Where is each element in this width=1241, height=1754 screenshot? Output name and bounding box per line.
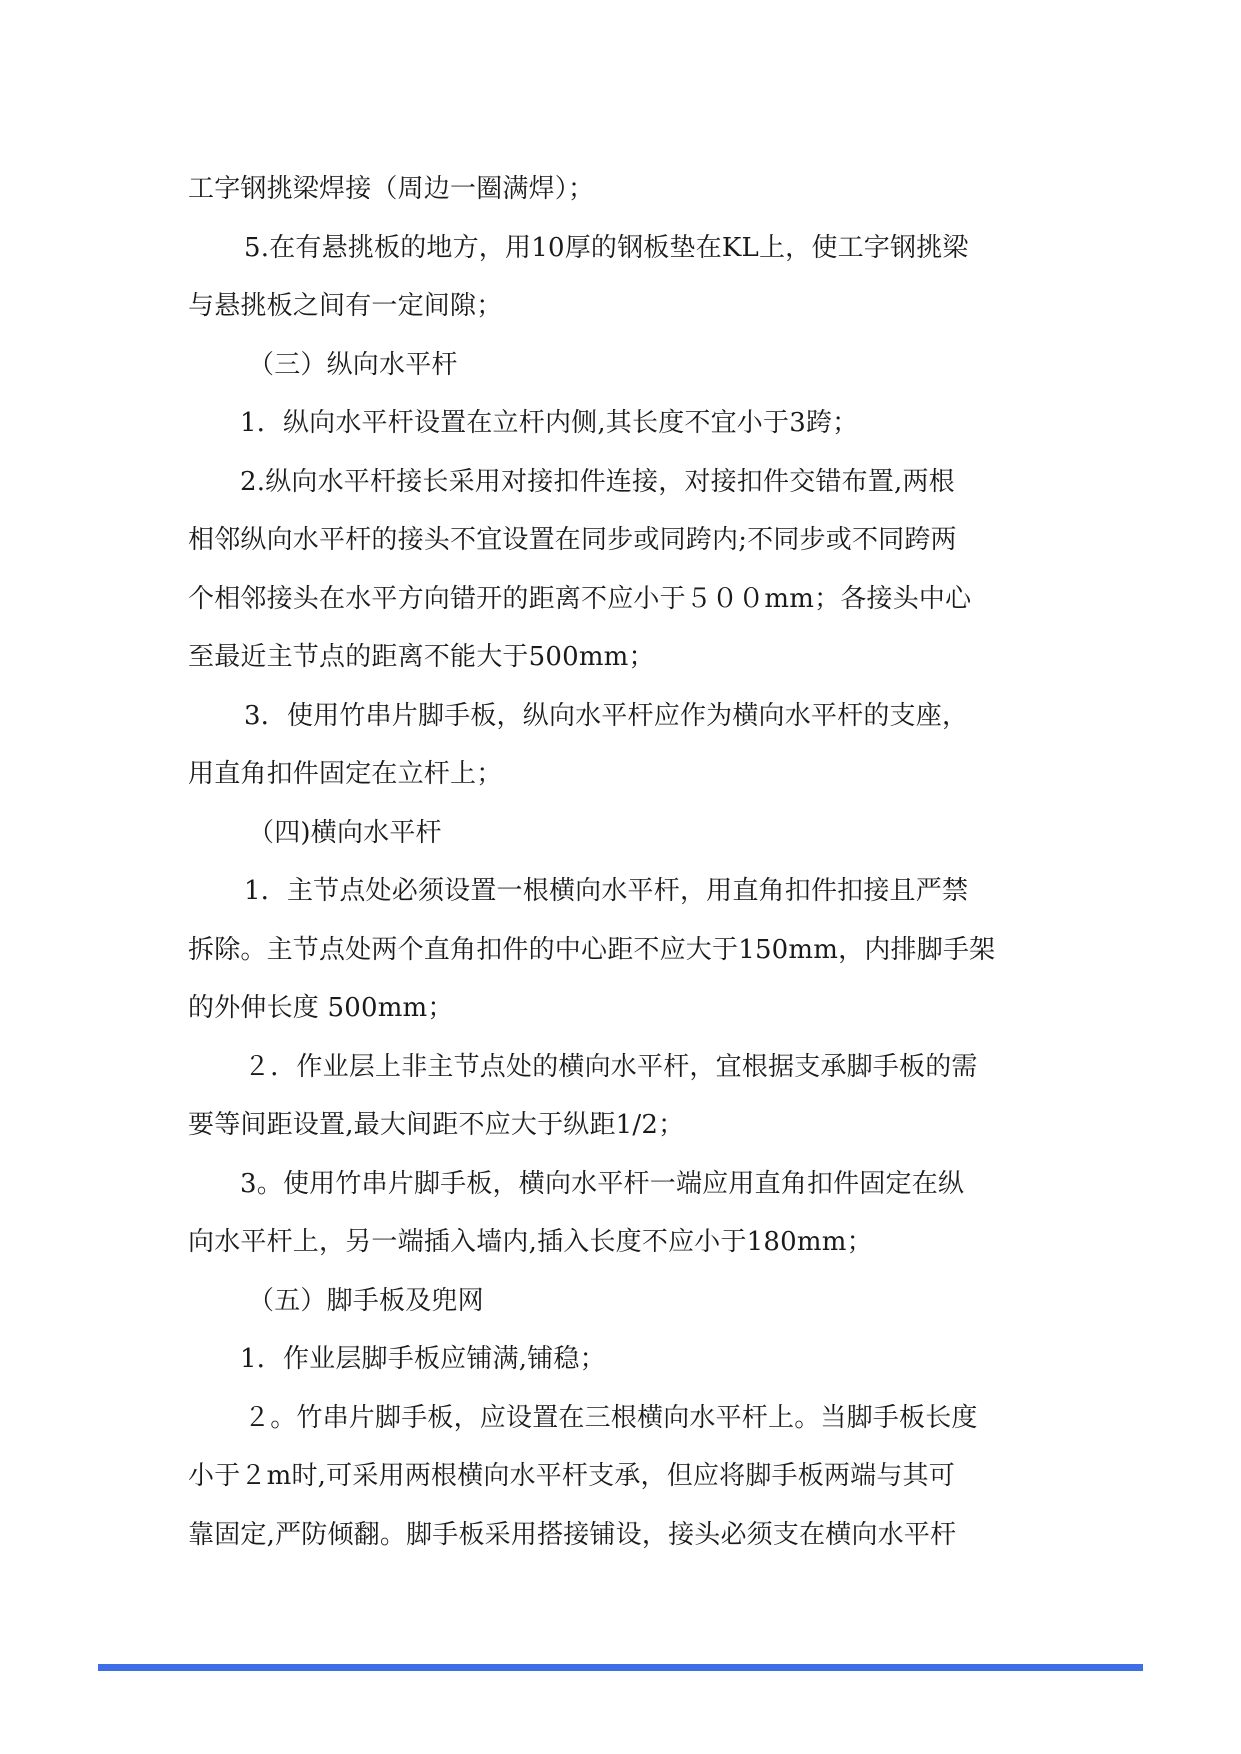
section-heading: （五）脚手板及兜网 (248, 1285, 484, 1316)
text-line: 1．作业层脚手板应铺满,铺稳； (240, 1344, 606, 1374)
text-line: 相邻纵向水平杆的接头不宜设置在同步或同跨内;不同步或不同跨两 (188, 525, 957, 555)
footer-divider (98, 1664, 1143, 1671)
section-heading: （三）纵向水平杆 (248, 349, 458, 380)
text-line: 5.在有悬挑板的地方，用10厚的钢板垫在KL上，使工字钢挑梁 (244, 232, 969, 263)
section-heading: （四)横向水平杆 (248, 817, 442, 848)
text-line: 3．使用竹串片脚手板，纵向水平杆应作为横向水平杆的支座， (244, 700, 969, 731)
text-line: 向水平杆上，另一端插入墙内,插入长度不应小于180mm； (188, 1227, 873, 1257)
text-line: 个相邻接头在水平方向错开的距离不应小于５００mm；各接头中心 (188, 583, 972, 614)
text-line: 3。使用竹串片脚手板，横向水平杆一端应用直角扣件固定在纵 (240, 1168, 965, 1199)
text-line: 工字钢挑梁焊接（周边一圈满焊）； (188, 174, 595, 204)
text-line: 小于２m时,可采用两根横向水平杆支承，但应将脚手板两端与其可 (188, 1461, 955, 1491)
text-line: 拆除。主节点处两个直角扣件的中心距不应大于150mm，内排脚手架 (188, 934, 996, 965)
body-text (188, 160, 1058, 1564)
text-line: 靠固定,严防倾翻。脚手板采用搭接铺设，接头必须支在横向水平杆 (188, 1519, 957, 1550)
text-line: 的外伸长度 500mm； (188, 993, 454, 1023)
text-line: ２．作业层上非主节点处的横向水平杆，宜根据支承脚手板的需 (244, 1051, 978, 1082)
text-line: 1．主节点处必须设置一根横向水平杆，用直角扣件扣接且严禁 (244, 876, 969, 906)
text-line: ２。竹串片脚手板，应设置在三根横向水平杆上。当脚手板长度 (244, 1402, 978, 1433)
text-line: 2.纵向水平杆接长采用对接扣件连接，对接扣件交错布置,两根 (240, 466, 955, 497)
text-line: 至最近主节点的距离不能大于500mm； (188, 642, 655, 672)
text-line: 要等间距设置,最大间距不应大于纵距1/2； (188, 1110, 685, 1140)
text-line: 用直角扣件固定在立杆上； (188, 759, 503, 789)
text-line: 与悬挑板之间有一定间隙； (188, 291, 503, 321)
text-line: 1．纵向水平杆设置在立杆内侧,其长度不宜小于3跨； (240, 408, 859, 438)
